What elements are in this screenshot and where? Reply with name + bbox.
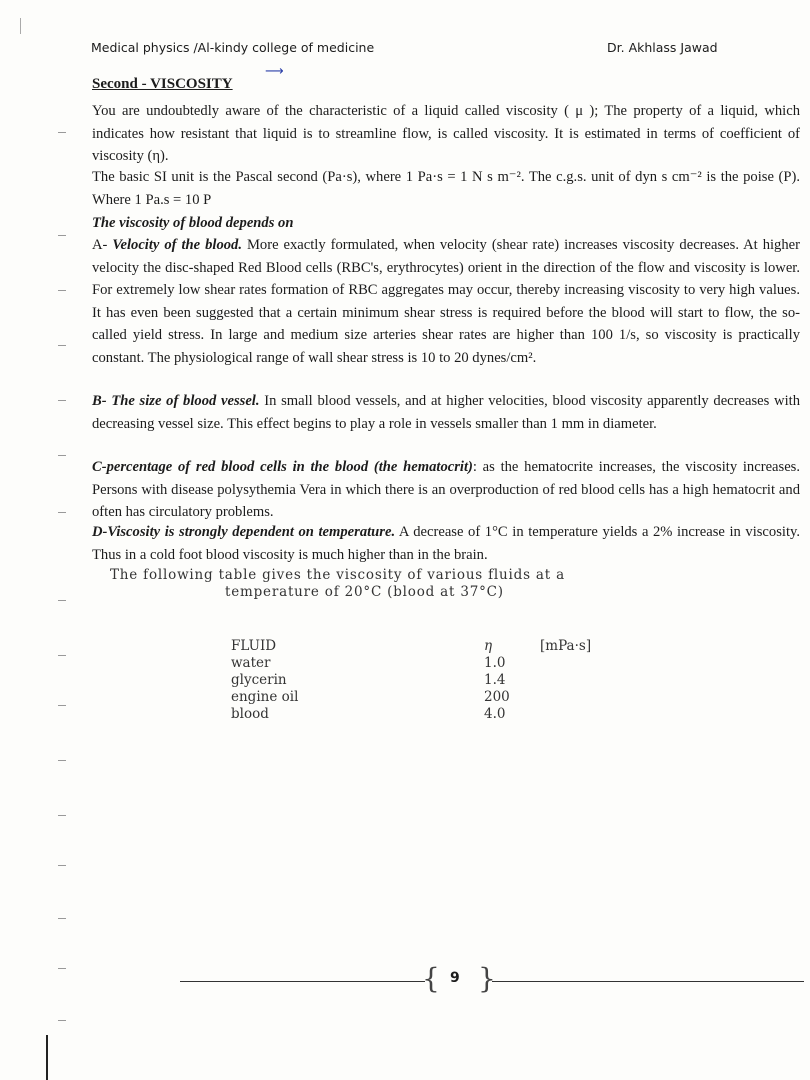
intro-paragraph: You are undoubtedly aware of the characteristic of a liquid called viscosity ( μ ); The property of a liquid, which indicates how resistant that liquid is to streamline flow, is called viscosity. It is estimated in terms of coefficient of viscosity (η). bbox=[92, 103, 800, 164]
page-number: 9 bbox=[450, 970, 460, 986]
margin-mark bbox=[58, 815, 66, 816]
margin-mark bbox=[58, 918, 66, 919]
factor-c-heading: C-percentage of red blood cells in the blood (the hematocrit) bbox=[92, 459, 473, 475]
factor-b-text: In small blood vessels, and at higher velocities, blood viscosity apparently decreases with decreasing vessel size. This effect begins to play a role in vessels smaller than 1 mm in diameter. bbox=[92, 393, 800, 432]
right-brace-icon: } bbox=[478, 962, 496, 995]
factor-c-text: : as the hematocrite increases, the viscosity increases. Persons with disease polysythemia Vera in which there is an overproduction of red blood cells has a high hematocrit and often has circulatory problems. bbox=[92, 459, 801, 520]
header-author: Dr. Akhlass Jawad bbox=[607, 40, 718, 55]
section-title: Second - VISCOSITY bbox=[92, 76, 233, 92]
fluid-viscosity: 4.0 bbox=[484, 706, 506, 722]
margin-mark bbox=[58, 1020, 66, 1021]
fluid-name: water bbox=[231, 655, 271, 671]
margin-mark bbox=[58, 345, 66, 346]
footer-rule-right bbox=[492, 981, 804, 982]
table-row bbox=[231, 706, 591, 723]
factor-d-text: A decrease of 1°C in temperature yields a 2% increase in viscosity. Thus in a cold foot blood viscosity is much higher than in the brain. bbox=[92, 524, 800, 563]
margin-mark bbox=[58, 705, 66, 706]
margin-mark bbox=[58, 865, 66, 866]
col-fluid-header: FLUID bbox=[231, 638, 277, 654]
left-brace-icon: { bbox=[422, 962, 440, 995]
col-unit-header: [mPa·s] bbox=[540, 638, 592, 654]
margin-mark bbox=[58, 968, 66, 969]
factor-a-heading: Velocity of the blood. bbox=[112, 237, 242, 253]
table-header-row bbox=[231, 638, 591, 655]
margin-mark bbox=[58, 600, 66, 601]
viscosity-table bbox=[231, 638, 591, 723]
table-intro-line2: temperature of 20°C (blood at 37°C) bbox=[225, 584, 504, 600]
margin-mark bbox=[58, 132, 66, 133]
table-row bbox=[231, 655, 591, 672]
fluid-name: engine oil bbox=[231, 689, 299, 705]
fluid-viscosity: 1.0 bbox=[484, 655, 506, 671]
margin-mark bbox=[58, 512, 66, 513]
fluid-name: glycerin bbox=[231, 672, 287, 688]
si-unit-paragraph: The basic SI unit is the Pascal second (Pa·s), where 1 Pa·s = 1 N s m⁻². The c.g.s. unit of dyn s cm⁻² is the poise (P). Where 1 Pa.s = 10 P bbox=[92, 169, 800, 208]
factor-a-prefix: A- bbox=[92, 237, 113, 253]
factor-d-heading: D-Viscosity is strongly dependent on temperature. bbox=[92, 524, 396, 540]
margin-mark bbox=[58, 655, 66, 656]
handwritten-arrow-icon: ⟶ bbox=[265, 64, 284, 79]
factor-d bbox=[92, 521, 800, 566]
fluid-viscosity: 1.4 bbox=[484, 672, 506, 688]
blood-viscosity-heading: The viscosity of blood depends on bbox=[92, 215, 294, 231]
table-row bbox=[231, 689, 591, 706]
footer-rule-left bbox=[180, 981, 425, 982]
margin-mark bbox=[58, 760, 66, 761]
fluid-viscosity: 200 bbox=[484, 689, 510, 705]
margin-mark bbox=[58, 400, 66, 401]
table-intro-line1: The following table gives the viscosity of various fluids at a bbox=[110, 567, 565, 583]
margin-mark bbox=[58, 290, 66, 291]
factor-c bbox=[92, 456, 800, 524]
margin-mark bbox=[58, 455, 66, 456]
table-row bbox=[231, 672, 591, 689]
factor-a-text: More exactly formulated, when velocity (shear rate) increases viscosity decreases. At higher velocity the disc-shaped Red Blood cells (RBC's, erythrocytes) orient in the direction of the flow and viscosity is lower. For extremely low shear rates formation of RBC aggregates may occur, thereby increasing viscosity to very high values. It has even been suggested that a certain minimum shear stress is required before the blood will start to flow, the so-called yield stress. In large and medium size arteries shear rates are higher than 100 1/s, so viscosity is practically constant. The physiological range of wall shear stress is 10 to 20 dynes/cm². bbox=[92, 237, 800, 366]
factor-b bbox=[92, 390, 800, 435]
factor-a bbox=[92, 234, 800, 369]
margin-mark bbox=[20, 18, 21, 34]
fluid-name: blood bbox=[231, 706, 269, 722]
header-course: Medical physics /Al-kindy college of medicine bbox=[91, 40, 375, 55]
binding-edge bbox=[46, 1035, 48, 1080]
col-eta-header: η bbox=[484, 638, 493, 654]
margin-mark bbox=[58, 235, 66, 236]
factor-b-heading: B- The size of blood vessel. bbox=[92, 393, 260, 409]
